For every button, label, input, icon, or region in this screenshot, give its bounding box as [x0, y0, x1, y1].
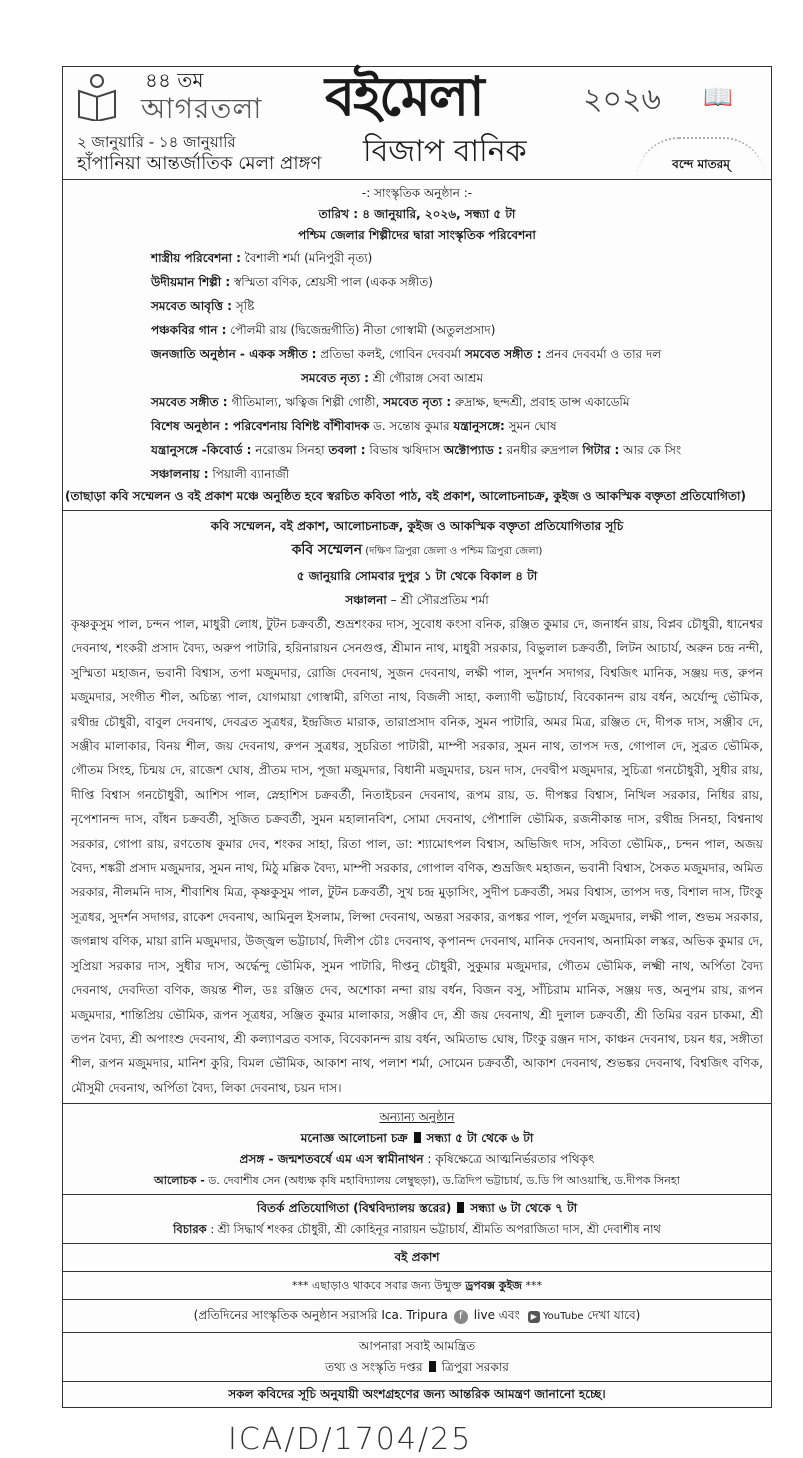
seminar-speakers: আলোচক - ড. দেবাশীষ সেন (অধ্যক্ষ কৃষি মহাবিদ্যালয় লেম্বুছড়া), ড.ত্রিদিপ ভট্টাচার্য, ড.ডি পি আওয়াস্থি, ড.দীপক সিনহা: [154, 1174, 680, 1188]
poets-anchor: সঞ্চালনা – শ্রী সৌরপ্রতিম শর্মা: [345, 593, 489, 607]
section-heading: -: সাংস্কৃতিক অনুষ্ঠান :-: [361, 186, 473, 200]
program-item: সঞ্চালনায় : পিয়ালী ব্যানার্জী: [151, 467, 290, 481]
quiz-note: *** এছাড়াও থাকবে সবার জন্য উন্মুক্ত ড্রপবক্স কুইজ ***: [63, 1272, 771, 1300]
program-item: বিশেষ অনুষ্ঠান : পরিবেশনায় বিশিষ্ট বাঁশীবাদক ড. সন্তোষ কুমার যন্ত্রানুসঙ্গে: সুমন ঘোষ: [151, 419, 557, 433]
program-item: উদীয়মান শিল্পী : স্বস্মিতা বণিক, শ্রেয়সী পাল (একক সঙ্গীত): [151, 275, 433, 289]
program-item: পঞ্চকবির গান : পৌলমী রায় (দ্বিজেন্দ্রগীতি) নীতা গোস্বামী (অতুলপ্রসাদ): [151, 323, 496, 337]
invite-section: [63, 1333, 771, 1382]
cultural-section: [63, 180, 771, 511]
program-item: সমবেত আবৃত্তি : সৃষ্টি: [151, 299, 255, 313]
book-reader-logo-icon: [77, 73, 117, 121]
program-item: শাস্ত্রীয় পরিবেশনা : বৈশালী শর্মা (মনিপুরী নৃত্য): [151, 251, 373, 265]
ad-subtitle: বিজাপ বানিক: [363, 134, 527, 169]
header: [63, 64, 771, 180]
youtube-icon: ▶: [528, 1311, 540, 1323]
fair-dates: ২ জানুয়ারি - ১৪ জানুয়ারি: [77, 133, 236, 151]
program-item: সমবেত সঙ্গীত : গীতিমাল্য, ঋত্বিজ শিল্পী গোষ্ঠী, সমবেত নৃত্য : রুদ্রাক্ষ, ছন্দশ্রী, প্রবাহ ডান্স একাডেমি: [151, 395, 630, 409]
other-events-section: [63, 1104, 771, 1195]
program-item: জনজাতি অনুষ্ঠান - একক সঙ্গীত : প্রতিভা কলই, গোবিন দেববর্মা সমবেত সঙ্গীত : প্রনব দেববর্মা ও তার দল: [151, 347, 662, 361]
live-stream-note: (প্রতিদিনের সাংস্কৃতিক অনুষ্ঠান সরাসরি Ica. Tripura f live এবং ▶ YouTube দেখা যাবে): [63, 1300, 771, 1333]
year: ২০২৬: [583, 82, 662, 117]
poets-meet: কবি সম্মেলন (দক্ষিণ ত্রিপুরা জেলা ও পশ্চিম ত্রিপুরা জেলা): [291, 542, 543, 558]
city: আগরতলা: [141, 92, 263, 125]
seminar-topic: প্রসঙ্গ - জন্মশতবর্ষে এম এস স্বামীনাথন : কৃষিক্ষেত্রে আত্মনির্ভরতার পথিকৃৎ: [239, 1152, 595, 1167]
department: তথ্য ও সংস্কৃতি দপ্তর ত্রিপুরা সরকার: [325, 1360, 509, 1375]
cultural-note: (তাছাড়া কবি সম্মেলন ও বই প্রকাশ মঞ্চে অনুষ্ঠিত হবে স্বরচিত কবিতা পাঠ, বই প্রকাশ, আলোচনাচক্র, কুইজ ও আকস্মিক বক্তৃতা প্রতিযোগিতা): [65, 489, 746, 503]
footer-note: সকল কবিদের সূচি অনুযায়ী অংশগ্রহণের জন্য আন্তরিক আমন্ত্রণ জানানো হচ্ছে।: [228, 1387, 606, 1402]
poet-names-list: কৃষ্ণকুসুম পাল, চন্দন পাল, মাধুরী লোধ, টুটন চক্রবর্তী, শুভ্রশংকর দাস, সুবোধ কংসা বনিক, রঞ্জিত কুমার দে, জনার্ধন রায়, বিপ্লব চৌধুরী, ধানেশ্বর দেবনাথ, শংকরী প্রসাদ বৈদ্য, অরুপ পাটারি, হরিনারায়ন সেনগুপ্ত, শ্রীমান নাথ, মাধুরী সরকার, বিভুলাল চক্রবর্তী, লিটন আচার্য, অরুন চন্দ্র নন্দী, সুস্মিতা মহাজন, ভবানী বিশ্বাস, তপা মজুমদার, রোজি দেবনাথ, সুজন দেবনাথ, লক্ষী পাল, সুদর্শন সদাগর, বিশ্বজিৎ মানিক, সঞ্জয় দত্ত, রুপন মজুমদার, সংগীত শীল, অচিন্ত্য পাল, যোগমায়া গোস্বামী, রণিতা নাথ, বিজলী সাহা, কল্যাণী ভট্টাচার্য, বিবেকানন্দ রায় বর্ধন, অর্যোন্দু ভৌমিক, রথীন্দ্র চৌধুরী, বাবুল দেবনাথ, দেবব্রত সুত্রধর, ইন্দ্রজিত মারাক, তারাপ্রসাদ বনিক, সুমন পাটারি, অমর মিত্র, রঞ্জিত দে, দীপক দাস, সঞ্জীব দে, সঞ্জীব মালাকার, বিনয় শীল, জয় দেবনাথ, রুপন সুত্রধর, সুচরিতা পাটারী, মাম্পী সরকার, সুমন নাথ, তাপস দত্ত, গোপাল দে, সুব্রত ভৌমিক, গৌতম সিংহ, চিন্ময় দে, রাজেশ ঘোষ, প্রীতম দাস, পূজা মজুমদার, বিধানী মজুমদার, চয়ন দাস, দেবদ্বীপ মজুমদার, সুচিত্রা গনচৌধুরী, সুধীর রায়, দীপ্তি বিশ্বাস গনচৌধুরী, আশিস পাল, স্নেহাশিস চক্রবর্তী, নিতাইচরন দেবনাথ, রূপম রায়, ড. দীপঙ্কর বিশ্বাস, নিখিল সরকার, নিধির রায়, নৃপেশানন্দ দাস, বাঁধন চক্রবর্তী, সুজিত চক্রবর্তী, সুমন মহালানবিশ, সোমা দেবনাথ, পৌশালি ভৌমিক, রজনীকান্ত দাস, রথীন্দ্র সিনহা, বিশ্বনাথ সরকার, গোপা রায়, রণতোষ কুমার দেব, শংকর সাহা, রিতা পাল, ডা: শ্যামোৎপল বিশ্বাস, অভিজিৎ দাস, সবিতা ভৌমিক,, চন্দন পাল, অজয় বৈদ্য, শঙ্করী প্রসাদ মজুমদার, সুমন নাথ, মিঠু মল্লিক বৈদ্য, মাম্পী সরকার, গোপাল বণিক, শুভ্রজিৎ মহাজন, ভবানী বিশ্বাস, সৈকত মজুমদার, অমিত সরকার, নীলমনি দাস, শীবাশিষ মিত্র, কৃষ্ণকুসুম পাল, টুটন চক্রবর্তী, সুখ চন্দ্র মুড়াসিং, সুদীপ চক্রবর্তী, সমর বিশ্বাস, তাপস দত্ত, বিশাল দাস, টিংকু সূত্রধর, সুদর্শন সদাগর, রাকেশ দেবনাথ, আমিনুল ইসলাম, লিপ্সা দেবনাথ, অন্তরা সরকার, রূপঙ্কর পাল, পূর্ণল মজুমদার, লক্ষী পাল, শুভম সরকার, জগন্নাথ বণিক, মায়া রানি মজুমদার, উজ্জ্বল ভট্টাচার্য, দিলীপ চৌঃ দেবনাথ, কৃপানন্দ দেবনাথ, মানিক দেবনাথ, অনামিকা লস্কর, অভিক কুমার দে, সুপ্রিয়া সরকার দাস, সুধীর দাস, অর্দ্ধেন্দু ভৌমিক, সুমন পাটারি, দীপ্তনু চৌধুরী, সুকুমার মজুমদার, গৌতম ভৌমিক, লক্ষ্মী নাথ, অর্পিতা বৈদ্য দেবনাথ, দেবদিতা বণিক, জয়ন্ত শীল, ডঃ রঞ্জিত দেব, অশোকা নন্দা রায় বর্ধন, বিজন বসু, সাঁচিরাম মানিক, সঞ্জয় দত্ত, অনুপম রায়, রূপন মজুমদার, শান্তিপ্রিয় ভৌমিক, রূপন সূত্রধর, সঞ্জিত কুমার মালাকার, সঞ্জীব দে, শ্রী জয় দেবনাথ, শ্রী দুলাল চক্রবর্তী, শ্রী তিমির বরন চাকমা, শ্রী তপন বৈদ্য, শ্রী অপাংশু দেবনাথ, শ্রী কল্যাণব্রত বসাক, বিবেকানন্দ রায় বর্ধন, অমিতাভ ঘোষ, টিংকু রঞ্জন দাস, কাঞ্চন দেবনাথ, চয়ন ধর, সঙ্গীতা শীল, রূপন মজুমদার, মানিশ কুরি, বিমল ভৌমিক, আকাশ নাথ, পলাশ শর্মা, সোমেন চক্রবর্তী, আকাশ দেবনাথ, শুভঙ্কর দেবনাথ, বিশ্বজিৎ বণিক, মৌসুমী দেবনাথ, অর্পিতা বৈদ্য, লিকা দেবনাথ, চয়ন দাস।: [71, 617, 763, 1095]
seminar: মনোজ্ঞ আলোচনা চক্র সন্ধ্যা ৫ টা থেকে ৬ টা: [300, 1131, 534, 1146]
poets-heading: কবি সম্মেলন, বই প্রকাশ, আলোচনাচক্র, কুইজ ও আকস্মিক বক্তৃতা প্রতিযোগিতার সূচি: [210, 519, 624, 533]
program-item: সমবেত নৃত্য : শ্রী গৌরাঙ্গ সেবা আশ্রম: [301, 371, 484, 385]
motto-badge: বন্দে মাতরম্: [637, 137, 765, 179]
program-item: যন্ত্রানুসঙ্গে -কিবোর্ড : নরোত্তম সিনহা তবলা : বিভাষ ঋষিদাস অক্টোপ্যাড : রনধীর রুদ্রপাল গিটার : আর কে সিং: [151, 443, 682, 457]
open-book-icon: 📖: [703, 83, 733, 111]
invite: আপনারা সবাই আমন্ত্রিত: [358, 1339, 476, 1354]
event-date: তারিখ : ৪ জানুয়ারি, ২০২৬, সন্ধ্যা ৫ টা: [318, 207, 516, 221]
poets-section: [63, 511, 771, 1104]
venue: হাঁপানিয়া আন্তর্জাতিক মেলা প্রাঙ্গণ: [77, 153, 322, 174]
book-launch: বই প্রকাশ: [394, 1250, 440, 1265]
presenter: পশ্চিম জেলার শিল্পীদের দ্বারা সাংস্কৃতিক পরিবেশনা: [298, 228, 536, 242]
debate-section: [63, 1195, 771, 1244]
debate-title: বিতর্ক প্রতিযোগিতা (বিশ্ববিদ্যালয় স্তরের) সন্ধ্যা ৬ টা থেকে ৭ টা: [256, 1201, 578, 1216]
debate-judges: বিচারক : শ্রী সিদ্ধার্থ শংকর চৌধুরী, শ্রী কোহিনূর নারায়ন ভট্টাচার্য, শ্রীমতি অপরাজিতা দাস, শ্রী দেবাশীষ নাথ: [173, 1222, 661, 1237]
handwritten-reference: ICA/D/1704/25: [228, 1422, 473, 1457]
advertisement: [62, 66, 772, 1408]
poets-time: ৫ জানুয়ারি সোমবার দুপুর ১ টা থেকে বিকাল ৪ টা: [296, 569, 538, 583]
fair-title: বইমেলা: [325, 64, 483, 128]
facebook-icon: f: [454, 1310, 468, 1324]
edition: ৪৪ তম: [145, 68, 204, 92]
other-heading: অন্যান্য অনুষ্ঠান: [379, 1110, 455, 1125]
